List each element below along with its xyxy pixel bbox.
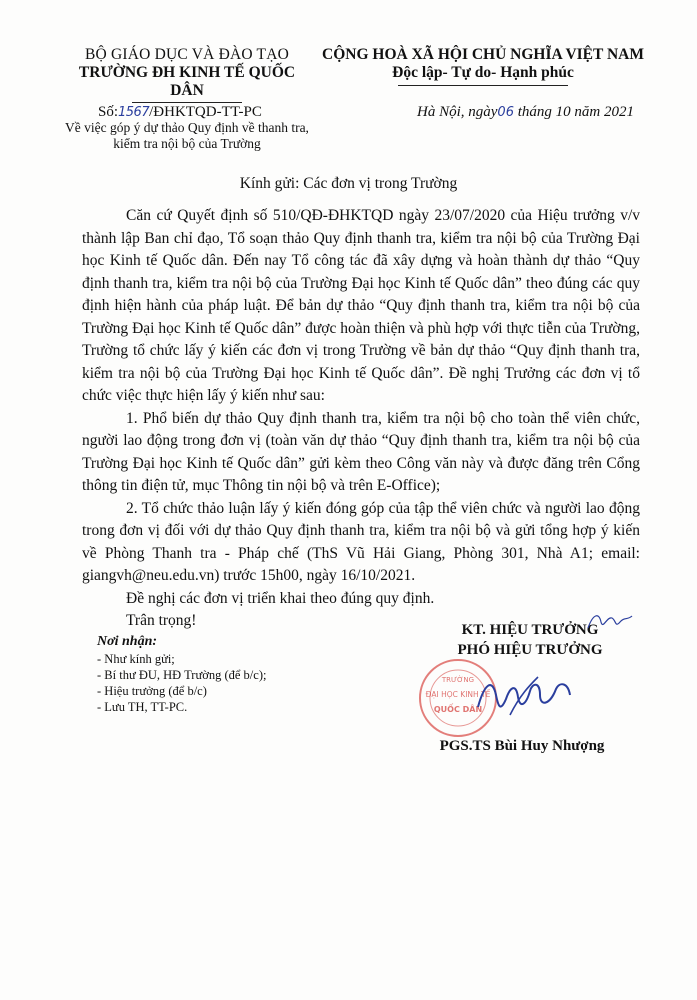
day-handwritten: 06 <box>497 105 514 120</box>
recipients-label: Nơi nhận: <box>97 634 158 649</box>
paragraph-closing: Trân trọng! <box>126 612 197 629</box>
paragraph-request: Đề nghị các đơn vị triển khai theo đúng quy định. <box>126 589 435 607</box>
national-header <box>318 46 648 86</box>
svg-text:ĐẠI HỌC KINH TẾ: ĐẠI HỌC KINH TẾ <box>425 690 491 699</box>
date-suffix: tháng 10 năm 2021 <box>517 104 634 120</box>
signer-name: PGS.TS Bùi Huy Nhượng <box>439 738 605 754</box>
country-name: CỘNG HOÀ XÃ HỘI CHỦ NGHĨA VIỆT NAM <box>322 46 644 63</box>
subject-line-2: kiểm tra nội bộ của Trường <box>113 136 261 151</box>
letter-body <box>82 205 640 633</box>
svg-text:TRƯỜNG: TRƯỜNG <box>441 676 475 684</box>
paragraph-basis: Căn cứ Quyết định số 510/QĐ-ĐHKTQD ngày 23/07/2020 của Hiệu trưởng v/v thành lập Ban chỉ đạo, Tổ soạn thảo Quy định thanh tra, kiểm tra nội bộ của Trường Đại học Kinh tế Quốc dân. Đến nay Tổ công tác đã xây dựng và hoàn thành dự thảo “Quy định thanh tra, kiểm tra nội bộ của Trường Đại học Kinh tế Quốc dân” theo đúng các quy định hiện hành của pháp luật. Để bản dự thảo “Quy định thanh tra, kiểm tra nội bộ của Trường Đại học Kinh tế Quốc dân” được hoàn thiện và phù hợp với thực tiễn của Trường, Trường tổ chức lấy ý kiến các đơn vị trong Trường về bản dự thảo “Quy định thanh tra, kiểm tra nội bộ của Trường Đại học Kinh tế Quốc dân”. Đề nghị Trưởng các đơn vị tổ chức việc thực hiện lấy ý kiến như sau: <box>82 207 640 404</box>
doc-number-suffix: /ĐHKTQD-TT-PC <box>149 104 262 120</box>
salutation: Kính gửi: Các đơn vị trong Trường <box>239 175 458 192</box>
ministry-name: BỘ GIÁO DỤC VÀ ĐÀO TẠO <box>84 46 290 63</box>
subject-line-1: Về việc góp ý dự thảo Quy định về thanh tra, <box>65 120 309 135</box>
signer-position: PHÓ HIỆU TRƯỞNG <box>457 642 603 658</box>
issuer-underline <box>132 102 242 103</box>
handwritten-signature-icon <box>470 665 580 725</box>
document-subject <box>52 120 322 152</box>
document-number <box>98 104 262 121</box>
initial-mark-icon <box>585 608 635 636</box>
svg-text:QUỐC DÂN: QUỐC DÂN <box>433 705 483 714</box>
signer-authority: KT. HIỆU TRƯỞNG <box>461 622 599 638</box>
national-motto: Độc lập- Tự do- Hạnh phúc <box>392 64 574 81</box>
doc-number-handwritten: 1567 <box>118 105 150 120</box>
motto-underline <box>398 85 568 86</box>
place-and-date <box>417 104 634 121</box>
recipient-item: - Hiệu trưởng (để b/c) <box>97 684 207 698</box>
recipient-item: - Bí thư ĐU, HĐ Trường (để b/c); <box>97 668 267 682</box>
recipient-item: - Như kính gửi; <box>97 652 175 666</box>
place-prefix: Hà Nội, ngày <box>417 104 498 120</box>
recipient-item: - Lưu TH, TT-PC. <box>97 700 188 714</box>
university-name: TRƯỜNG ĐH KINH TẾ QUỐC DÂN <box>78 64 296 99</box>
paragraph-item-2: 2. Tổ chức thảo luận lấy ý kiến đóng góp của tập thể viên chức và người lao động trong đơn vị đối với dự thảo Quy định thanh tra, kiểm tra nội bộ và gửi tổng hợp ý kiến về Phòng Thanh tra - Pháp chế (ThS Vũ Hải Giang, Phòng 301, Nhà A1; email: giangvh@neu.edu.vn) trước 15h00, ngày 16/10/2021. <box>82 499 640 584</box>
doc-number-prefix: Số: <box>98 104 119 120</box>
recipients-block <box>97 634 266 715</box>
issuer-header <box>62 46 312 103</box>
paragraph-item-1: 1. Phổ biến dự thảo Quy định thanh tra, kiểm tra nội bộ cho toàn thể viên chức, người lao động trong đơn vị (toàn văn dự thảo “Quy định thanh tra, kiểm tra nội bộ của Trường Đại học Kinh tế Quốc dân” gửi kèm theo Công văn này và được đăng trên Cổng thông tin điện tử, mục Thông tin nội bộ và trên E-Office); <box>82 409 640 494</box>
